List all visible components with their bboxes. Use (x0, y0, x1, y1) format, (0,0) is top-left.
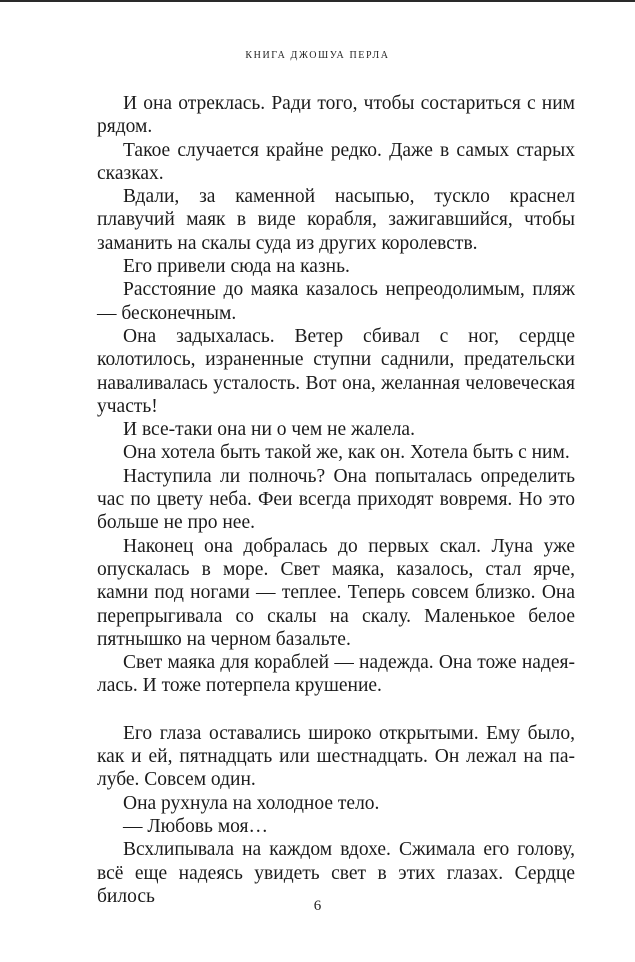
section-break (97, 698, 575, 722)
running-head: КНИГА ДЖОШУА ПЕРЛА (245, 50, 390, 61)
paragraph: И она отреклась. Ради того, чтобы состариться с ним рядом. (97, 93, 575, 138)
paragraph: Наконец она добралась до первых скал. Луна уже опускалась в море. Свет маяка, казалось, стал ярче, камни под ногами — теплее. Теперь совсем близко. Она перепрыгивала со скалы на скалу. Маленькое белое пятнышко на черном базальте. (97, 535, 575, 650)
paragraph: Расстояние до маяка казалось непреодолимым, пляж — бесконечным. (97, 279, 575, 324)
paragraph: Всхлипывала на каждом вдохе. Сжимала его голову, всё еще надеясь увидеть свет в этих глазах. Сердце билось (97, 839, 575, 907)
paragraph: — Любовь моя… (123, 815, 269, 837)
paragraph: Его привели сюда на казнь. (123, 256, 350, 278)
paragraph: Она хотела быть такой же, как он. Хотела быть с ним. (123, 442, 570, 464)
paragraph: Она задыхалась. Ветер сбивал с ног, сердце колотилось, израненные ступни саднили, предательски наваливалась усталость. Вот она, желанная человеческая участь! (97, 325, 575, 417)
paragraph: Она рухнула на холодное тело. (123, 792, 380, 814)
page-number: 6 (313, 898, 322, 914)
top-border-rule (0, 0, 635, 2)
paragraph: Его глаза оставались широко открытыми. Ему было, как и ей, пятнадцать или шестнадцать. Он лежал на палубе. Совсем один. (97, 722, 575, 791)
paragraph: И все-таки она ни о чем не жалела. (123, 419, 415, 441)
paragraph: Такое случается крайне редко. Даже в самых старых сказках. (97, 139, 575, 184)
paragraph: Наступила ли полночь? Она попыталась определить час по цвету неба. Феи всегда приходят вовремя. Но это больше не про нее. (97, 465, 575, 534)
body-text (97, 92, 575, 908)
paragraph: Свет маяка для кораблей — надежда. Она тоже надеялась. И тоже потерпела крушение. (97, 652, 575, 697)
paragraph: Вдали, за каменной насыпью, тускло краснел плавучий маяк в виде корабля, зажигавшийся, чтобы заманить на скалы суда из других королевств. (97, 186, 575, 254)
